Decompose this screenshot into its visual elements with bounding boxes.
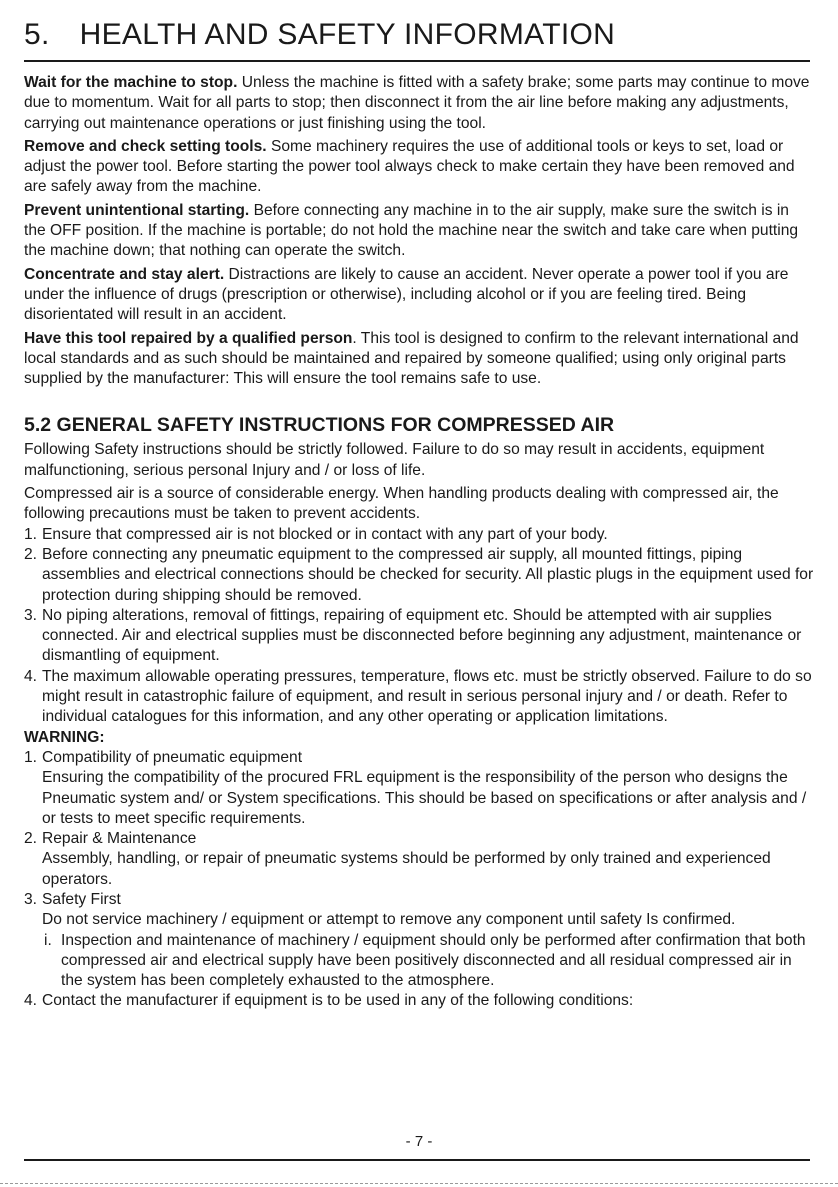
warning-item-title: Contact the manufacturer if equipment is to be used in any of the following conditions: [42,992,634,1010]
warning-item [24,991,814,1011]
sub-item-number: i. [44,931,52,949]
list-item [24,667,814,728]
paragraph-text: Some machinery requires the use of additional tools or keys to set, load or adjust the power tool. Before starting the power tool always check to make certain they have been removed and are safely away from the machine. [24,137,795,196]
warning-sub-item [24,931,814,992]
list-text: Before connecting any pneumatic equipment to the compressed air supply, all mounted fittings, piping assemblies and electrical connections should be checked for security. All plastic plugs in the equipment used for protection during shipping should be removed. [42,545,814,604]
list-number: 3. [24,890,38,908]
paragraph-lead: Wait for the machine to stop. [24,74,238,91]
title-divider [24,60,810,62]
section-heading: 5.2 GENERAL SAFETY INSTRUCTIONS FOR COMPRESSED AIR [24,414,615,437]
warning-label: WARNING: [24,728,105,746]
warning-item [24,890,814,910]
footer-divider [24,1159,810,1161]
list-item [24,525,814,545]
intro-paragraph: Compressed air is a source of considerable energy. When handling products dealing with compressed air, the following precautions must be taken to prevent accidents. [24,485,779,523]
section-title: HEALTH AND SAFETY INFORMATION [79,18,616,51]
page-number: - 7 - [405,1133,433,1150]
warning-item [24,829,814,849]
list-item [24,606,814,667]
list-number: 1. [24,748,38,766]
page-edge-divider [0,1183,838,1184]
list-number: 2. [24,830,38,848]
paragraph-lead: Have this tool repaired by a qualified person [24,329,353,347]
list-item [24,545,814,606]
list-text: Ensure that compressed air is not blocked or in contact with any part of your body. [42,525,608,543]
list-number: 4. [24,667,38,685]
warning-item-title: Compatibility of pneumatic equipment [42,748,303,766]
paragraph-wait [24,73,814,134]
paragraph-lead: Concentrate and stay alert. [24,265,225,283]
list-number: 3. [24,606,38,624]
document-body [24,73,814,1012]
paragraph-text: . This tool is designed to confirm to the relevant international and local standards and as such should be maintained and repaired by someone qualified; using only original parts supplied by the manufacturer: This will ensure the tool remains safe to use. [24,329,799,388]
warning-item-text: Ensuring the compatibility of the procured FRL equipment is the responsibility of the person who designs the Pneumatic system and/ or System specifications. This should be based on specifications or after analysis and / or tests to meet specific requirements. [42,769,807,827]
warning-item-title: Safety First [42,890,121,908]
paragraph-concentrate [24,265,814,326]
list-number: 1. [24,525,38,543]
list-text: The maximum allowable operating pressures, temperature, flows etc. must be strictly observed. Failure to do so might result in catastrophic failure of equipment, and result in serious personal injury and / or death. Refer to individual catalogues for this information, and any other operating or application limitations. [42,667,812,726]
list-number: 4. [24,992,38,1010]
paragraph-text: Before connecting any machine in to the air supply, make sure the switch is in the OFF position. If the machine is portable; do not hold the machine near the switch and take care when putting the machine down; that nothing can operate the switch. [24,201,799,260]
paragraph-remove-tools [24,137,814,198]
sub-item-text: Inspection and maintenance of machinery / equipment should only be performed after confirmation that both compressed air and electrical supply have been positively disconnected and all residual compressed air in the system has been completely exhausted to the atmosphere. [61,931,806,990]
warning-item-title: Repair & Maintenance [42,830,197,848]
page-title [24,18,615,52]
intro-paragraph: Following Safety instructions should be strictly followed. Failure to do so may result in accidents, equipment malfunctioning, serious personal Injury and / or loss of life. [24,441,765,479]
paragraph-prevent-starting [24,201,814,262]
warning-item [24,748,814,768]
list-text: No piping alterations, removal of fittings, repairing of equipment etc. Should be attempted with air supplies connected. Air and electrical supplies must be disconnected before beginning any adjustment, maintenance or dismantling of equipment. [42,606,802,665]
warning-item-text: Do not service machinery / equipment or attempt to remove any component until safety Is confirmed. [42,911,736,929]
paragraph-repair [24,329,814,390]
paragraph-text: Distractions are likely to cause an accident. Never operate a power tool if you are under the influence of drugs (prescription or otherwise), including alcohol or if you are feeling tired. Being disorientated will result in an accident. [24,265,789,324]
section-number: 5. [24,18,50,51]
list-number: 2. [24,545,38,563]
paragraph-text: Unless the machine is fitted with a safety brake; some parts may continue to move due to momentum. Wait for all parts to stop; then disconnect it from the air line before making any adjustments, carrying out maintenance operations or just finishing using the tool. [24,74,810,132]
paragraph-lead: Prevent unintentional starting. [24,201,250,219]
warning-item-text: Assembly, handling, or repair of pneumatic systems should be performed by only trained and experienced operators. [42,850,771,888]
paragraph-lead: Remove and check setting tools. [24,137,267,155]
